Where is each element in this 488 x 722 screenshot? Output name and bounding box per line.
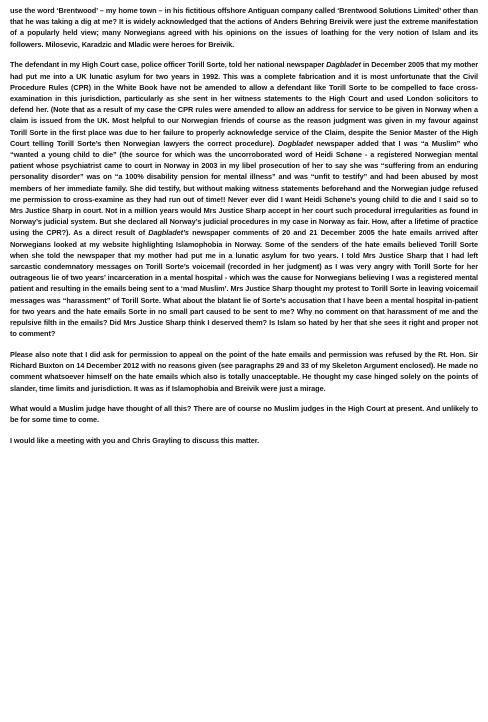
body-paragraph [10, 59, 478, 339]
paragraph-text: newspaper comments of 20 and 21 December 2005 the hate emails arrived after Norwegians looked at my website highlighting Islamophobia in Norway. Some of the senders of the hate emails believed Torill Sorte when she told the newspaper that my mother had put me in a lunatic asylum for two years. I told Mrs Justice Sharp that I had left sarcastic condemnatory messages on Torill Sorte’s voicemail (recorded in her judgment) as I was very angry with Torill Sorte for her outrageous lie of two years’ incarceration in a mental hospital - which was the cause for Norwegians believing I was a registered mental patient and resulting in the emails being sent to a ‘mad Muslim’. Mrs Justice Sharp thought my protest to Torill Sorte in leaving voicemail messages was “harassment” of Torill Sorte. What about the blatant lie of Sorte’s accusation that I have been a mental hospital in-patient for two years and the hate emails Sorte in no small part caused to be sent to me? Why no comment on that harassment of me and the repulsive filth in the emails? Did Mrs Justice Sharp think I deserved them? Is Islam so hated by her that she sees it right and proper not to comment? [10, 228, 479, 339]
paragraph-text: newspaper added that I was “a Muslim” who “wanted a young child to die” (the source for which was the uncorroborated word of Heidi Schøne - a registered Norwegian mental patient whose psychiatrist came to court in Norway in 2003 in my libel prosecution of her to say she was “suffering from an enduring personality disorder” was on “a 100% disability pension for mental illness” and was “unfit to testify” and had been abused by most members of her immediate family. She did testify, but without making witness statements beforehand and the Norwegian judge refused me permission to cross-examine as they had run out of time!! Never ever did I want Heidi Schøne’s young child to die and I said so to Mrs Justice Sharp in court. Not in a million years would Mrs Justice Sharp accept in her court such procedural irregularities as found in Norway’s judicial system. But she declared all Norway’s judicial procedures in my case in Norway as fair. How, after a lifetime of practice using the CPR?). As a direct result of [10, 138, 478, 238]
body-paragraph [10, 403, 478, 425]
paragraph-text: Please also note that I did ask for permission to appeal on the point of the hate emails and permission was refused by the Rt. Hon. Sir Richard Buxton on 14 December 2012 with no reasons given (see paragraphs 29 and 33 of my Skeleton Argument enclosed). He made no comment whatsoever himself on the hate emails which also is totally unacceptable. He thought my case hinged solely on the points of slander, time limits and jurisdiction. It was as if Islamophobia and Breivik were just a mirage. [10, 349, 478, 393]
publication-name: Dagbladet [326, 60, 361, 70]
paragraph-text: in December 2005 that my mother had put me into a UK lunatic asylum for two years in 1992. This was a complete fabrication and it is most unfortunate that the Civil Procedure Rules (CPR) in the White Book have not be amended to allow a defendant like Torill Sorte to be compelled to face cross-examination in this jurisdiction, particularly as she sent in her witness statements to the High Court and used London solicitors to defend her. (Note that as a result of my case the CPR rules were amended to allow an address for service to be given in Norway when a claim is issued from the UK. Most helpful to our Norwegian friends of course as the reason judgment was given in my favour against Torill Sorte in the first place was due to her failure to properly acknowledge service of the Claim, despite the Senior Master of the High Court telling Torill Sorte’s then Norwegian lawyers the correct procedure). [10, 60, 478, 148]
document-body [10, 5, 478, 446]
paragraph-text: use the word ‘Brentwood’ – my home town – in his fictitious offshore Antiguan company called ‘Brentwood Solutions Limited’ other than that he was taking a dig at me? It is widely acknowledged that the actions of Anders Behring Breivik were just the extreme manifestation of a popularly held view; many Norwegians agreed with his opinions on the issues of loathing for the very notion of Islam and its followers. Milosevic, Karadzic and Mladic were heroes for Breivik. [10, 6, 478, 49]
body-paragraph [10, 349, 478, 394]
body-paragraph [10, 435, 478, 446]
publication-name: Dogbladet [277, 138, 314, 148]
body-paragraph [10, 5, 478, 50]
paragraph-text: What would a Muslim judge have thought of all this? There are of course no Muslim judges in the High Court at present. And unlikely to be for some time to come. [10, 404, 478, 425]
paragraph-text: The defendant in my High Court case, police officer Torill Sorte, told her national newspaper [10, 60, 327, 70]
paragraph-text: I would like a meeting with you and Chris Grayling to discuss this matter. [10, 436, 260, 446]
publication-name: Dagbladet’s [148, 228, 189, 238]
